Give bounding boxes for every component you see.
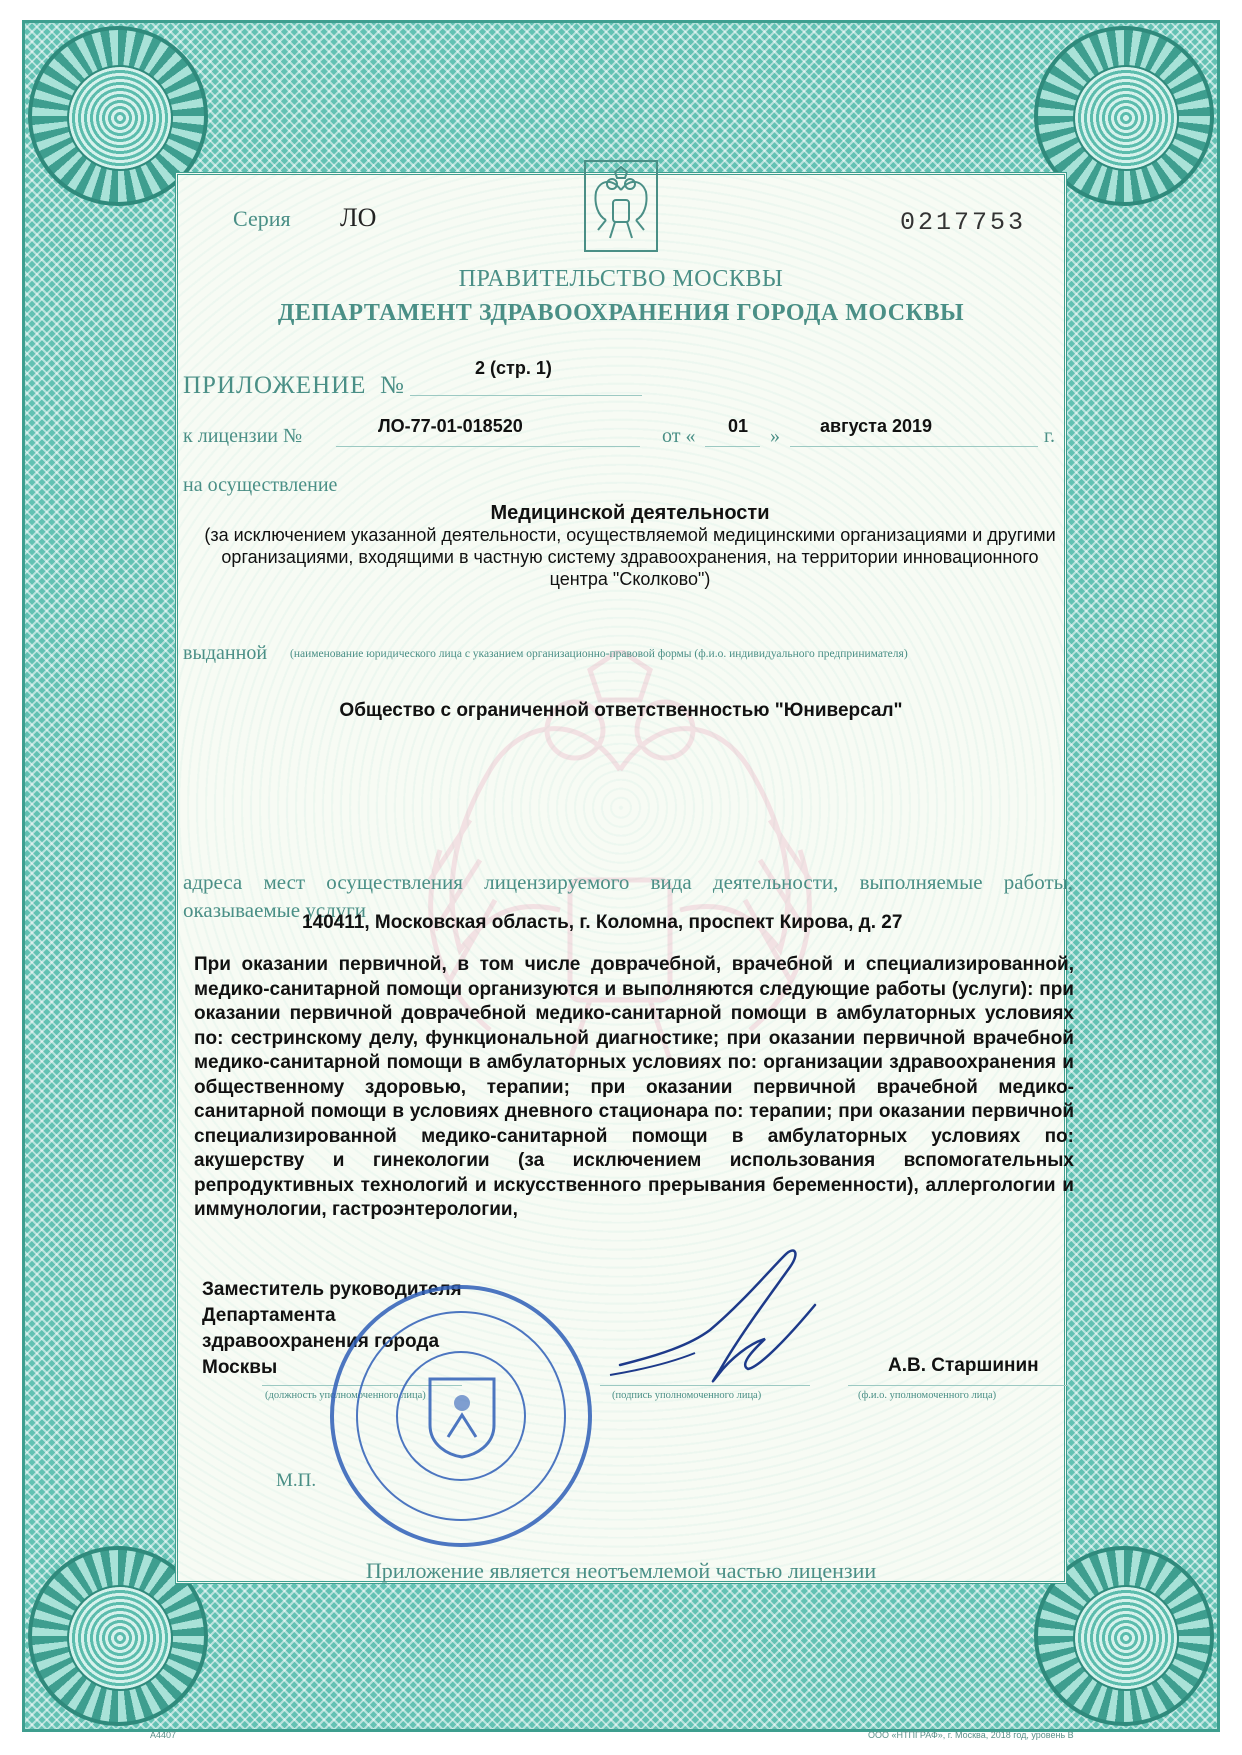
issued-hint: (наименование юридического лица с указанием организационно-правовой формы (ф.и.о. индивидуального предпринимателя) [290,648,908,660]
print-code: А4407 [150,1730,177,1740]
handwritten-signature [600,1235,830,1405]
activity-description: (за исключением указанной деятельности, осуществляемой медицинскими организациями и другими организациями, входящими в частную систему здравоохранения, на территории инновационного центра "Сколково") [204,525,1056,589]
appendix-number-line [410,395,642,396]
services-text: При оказании первичной, в том числе доврачебной, врачебной и специализированной, медико-санитарной помощи организуются и выполняются следующие работы (услуги): при оказании первичной доврачебной медико-санитарной помощи в амбулаторных условиях по: сестринскому делу, функциональной диагностике; при оказании первичной врачебной медико-санитарной помощи в амбулаторных условиях по: организации здравоохранения и общественному здоровью, терапии; при оказании первичной врачебной медико-санитарной помощи в условиях дневного стационара по: терапии; при оказании первичной специализированной медико-санитарной помощи в амбулаторных условиях по: акушерству и гинекологии (за исключением использования вспомогательных репродуктивных технологий и искусственного прерывания беременности), аллергологии и иммунологии, гастроэнтерологии, [194,954,1074,1220]
date-from-label: от « [662,425,696,447]
appendix-number-sign: № [380,372,404,399]
signer-position-line: Департамента [202,1305,336,1326]
department-title: ДЕПАРТАМЕНТ ЗДРАВООХРАНЕНИЯ ГОРОДА МОСКВЫ [277,300,965,326]
blank-number: 0217753 [900,208,1027,237]
address-value: 140411, Московская область, г. Коломна, проспект Кирова, д. 27 [302,912,903,933]
official-seal [330,1285,592,1547]
organization-name: Общество с ограниченной ответственностью "Юниверсал" [339,700,903,721]
name-line [848,1385,1068,1386]
seal-place-label: М.П. [276,1470,317,1491]
series-value: ЛО [340,203,377,232]
day-line [705,446,760,447]
activity-title: Медицинской деятельности [490,502,770,524]
license-month-year: августа 2019 [820,416,933,436]
date-close-quote: » [770,425,780,447]
activity-block [190,502,1070,590]
appendix-number: 2 (стр. 1) [475,358,552,378]
appendix-label: ПРИЛОЖЕНИЕ [183,372,367,399]
name-hint: (ф.и.о. уполномоченного лица) [858,1390,997,1401]
signer-position-line: Заместитель руководителя [202,1279,462,1300]
signer-position-line: здравоохранения города [202,1331,440,1352]
printer-info: ООО «НТПГРАФ», г. Москва, 2018 год, уровень В [868,1730,1074,1740]
license-day: 01 [728,416,749,436]
signer-position-line: Москвы [202,1357,278,1378]
issued-label: выданной [183,642,268,664]
activity-label: на осуществление [183,474,338,496]
year-suffix: г. [1044,425,1055,447]
government-title: ПРАВИТЕЛЬСТВО МОСКВЫ [458,266,784,292]
license-label: к лицензии № [183,425,303,447]
series-label: Серия [233,206,291,231]
license-number-line [336,446,640,447]
coat-of-arms-icon [584,160,658,252]
license-number: ЛО-77-01-018520 [378,416,523,436]
month-line [790,446,1038,447]
signer-name: А.В. Старшинин [888,1355,1039,1376]
footer-note: Приложение является неотъемлемой частью лицензии [365,1558,877,1583]
address-label: адреса мест осуществления лицензируемого вида деятельности, выполняемые работы, оказываемые услуги [183,870,1073,922]
position-hint: (должность уполномоченного лица) [265,1390,426,1401]
signature-hint: (подпись уполномоченного лица) [612,1390,762,1401]
